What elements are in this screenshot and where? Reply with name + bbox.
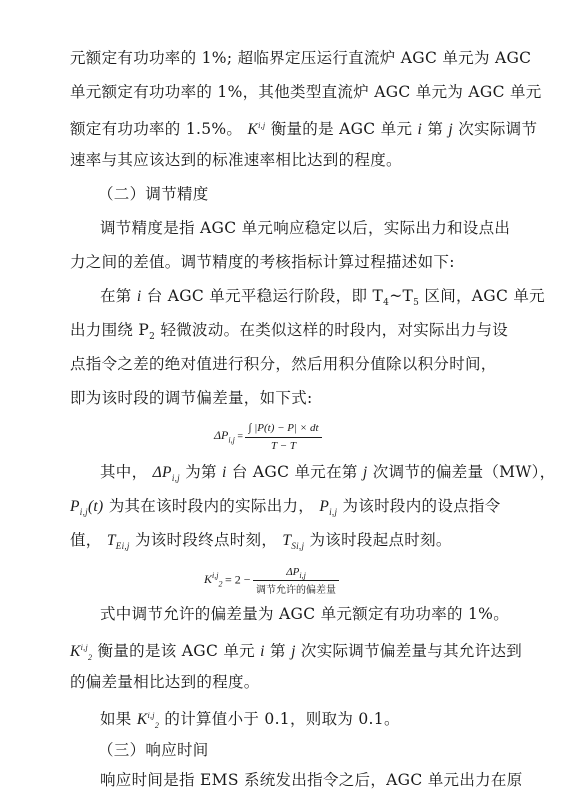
text-line: 式中调节允许的偏差量为 AGC 单元额定有功功率的 1%。 <box>100 605 510 623</box>
k2-formula: K$^{i,j}_2$ = 2 − $\frac{\Delta P_{i,j}}{\text{调节允许的偏差量}}$ <box>204 566 339 596</box>
text-line: 调节精度是指 AGC 单元响应稳定以后，实际出力和设点出 <box>100 219 511 237</box>
text-line: 单元额定有功功率的 1%，其他类型直流炉 AGC 单元为 AGC 单元 <box>70 83 542 101</box>
text-line: 在第 i 台 AGC 单元平稳运行阶段，即 $T_4\sim T_5$ 区间，AGC 单元 <box>100 287 545 309</box>
text-line: 速率与其应该达到的标准速率相比达到的程度。 <box>70 151 402 169</box>
text-line: 值， $T_{Ei,j}$ 为该时段终点时刻， $T_{Si,j}$ 为该时段起点时刻。 <box>70 531 452 552</box>
k1-symbol: K$^{i,j}$ <box>247 121 266 139</box>
text-line: $P_{i,j}(t)$ 为其在该时段内的实际出力， $P_{i,j}$ 为该时段内的设点指令 <box>70 497 501 518</box>
text-line: 出力围绕 $P_2$ 轻微波动。在类似这样的时段内，对实际出力与设 <box>70 321 509 343</box>
section-heading: （三）响应时间 <box>98 741 209 759</box>
text-line: 响应时间是指 EMS 系统发出指令之后，AGC 单元出力在原 <box>100 771 523 789</box>
text-line: 元额定有功功率的 1%; 超临界定压运行直流炉 AGC 单元为 AGC <box>70 49 532 67</box>
text-line: 即为该时段的调节偏差量，如下式: <box>70 389 313 407</box>
deviation-formula: $\Delta P_{i,j}$ = $\frac{\int |P(t) - P| \times dt}{T - T}$ <box>214 422 322 452</box>
section-heading: （二）调节精度 <box>98 185 209 203</box>
text-line: K$^{i,j}_2$ 衡量的是该 AGC 单元 i 第 j 次实际调节偏差量与其允许达到 <box>70 642 523 663</box>
text-line: 如果 K$^{i,j}_2$ 的计算值小于 0.1，则取为 0.1。 <box>100 710 400 731</box>
text-line: 的偏差量相比达到的程度。 <box>70 673 260 691</box>
text-line: 其中， $\Delta P_{i,j}$ 为第 i 台 AGC 单元在第 j 次调节的偏差量（MW）， <box>100 463 556 484</box>
text-line: 力之间的差值。调节精度的考核指标计算过程描述如下: <box>70 253 455 271</box>
text-line: 点指令之差的绝对值进行积分，然后用积分值除以积分时间， <box>70 355 497 373</box>
text-line: 额定有功功率的 1.5%。 K$^{i,j}$ 衡量的是 AGC 单元 i 第 j 次实际调节 <box>70 120 538 139</box>
